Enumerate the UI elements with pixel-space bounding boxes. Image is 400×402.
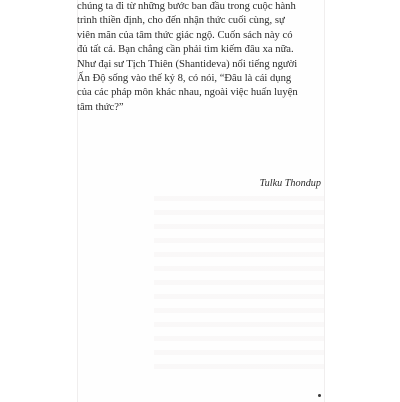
passage-line: tâm thức?” xyxy=(77,101,124,113)
passage-text xyxy=(77,0,321,115)
show-through-text xyxy=(154,196,324,376)
passage-line: Ấn Độ sống vào thế kỷ 8, có nói, “Đâu là cái dụng xyxy=(77,73,292,85)
author-attribution: Tulku Thondup xyxy=(259,178,321,189)
passage-line: của các pháp môn khác nhau, ngoài việc huấn luyện xyxy=(77,87,298,99)
page-corner-mark xyxy=(318,394,321,397)
passage-line: viên mãn của tâm thức giác ngộ. Cuốn sách này có xyxy=(77,29,293,41)
passage-line: đủ tất cả. Bạn chẳng cần phải tìm kiếm đâu xa nữa. xyxy=(77,44,294,56)
passage-line: trình thiền định, cho đến nhận thức cuối cùng, sự xyxy=(77,15,285,27)
passage-line: chúng ta đi từ những bước ban đầu trong cuộc hành xyxy=(77,1,296,12)
passage-line: Như đại sư Tịch Thiên (Shantideva) nổi tiếng người xyxy=(77,58,298,70)
